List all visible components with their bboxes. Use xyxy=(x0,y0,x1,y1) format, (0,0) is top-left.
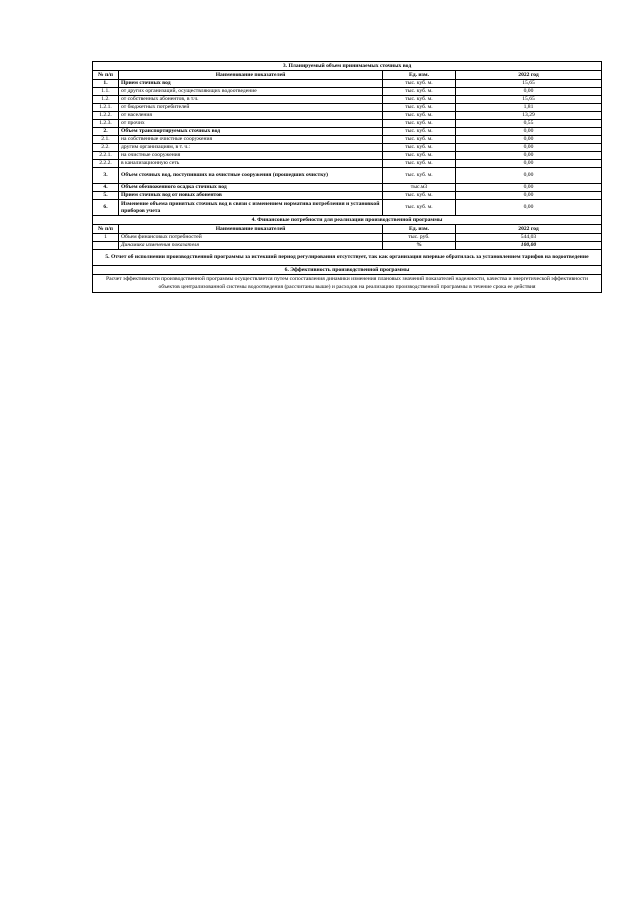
row-name: от других организаций, осуществляющих водоотведение xyxy=(119,88,383,96)
section3-header-row xyxy=(93,71,602,80)
row-num: 6. xyxy=(93,200,119,216)
header-num: № п/п xyxy=(93,71,119,80)
row-unit: тыс. куб. м. xyxy=(383,160,456,168)
row-num: 1.2. xyxy=(93,96,119,104)
table-row xyxy=(93,160,602,168)
header-year: 2022 год xyxy=(456,225,602,234)
header-unit: Ед. изм. xyxy=(383,225,456,234)
row-num: 2.2. xyxy=(93,144,119,152)
row-num: 1.2.1. xyxy=(93,104,119,112)
row-name: другим организациям, в т. ч.: xyxy=(119,144,383,152)
row-name: на собственные очистные сооружения xyxy=(119,136,383,144)
row-name: в канализационную сеть xyxy=(119,160,383,168)
header-unit: Ед. изм. xyxy=(383,71,456,80)
table-row xyxy=(93,200,602,216)
row-value: 15,65 xyxy=(456,80,602,88)
row-name: Объем финансовых потребностей xyxy=(119,234,383,242)
row-name: Изменение объема принятых сточных вод в связи с изменением норматива потребления и установкой приборов учета xyxy=(119,200,383,216)
row-unit: тыс. куб. м. xyxy=(383,120,456,128)
row-name: Прием сточных вод xyxy=(119,80,383,88)
table-row xyxy=(93,152,602,160)
table-row xyxy=(93,168,602,184)
row-value: 0,00 xyxy=(456,152,602,160)
row-value: 0,00 xyxy=(456,192,602,200)
header-name: Наименование показателей xyxy=(119,71,383,80)
row-num: 1.2.2. xyxy=(93,112,119,120)
row-num: 2. xyxy=(93,128,119,136)
section3-title: 3. Планируемый объем принимаемых сточных вод xyxy=(93,62,602,71)
row-num: 3. xyxy=(93,168,119,184)
row-value: 0,00 xyxy=(456,128,602,136)
row-value: 0,00 xyxy=(456,136,602,144)
header-year: 2022 год xyxy=(456,71,602,80)
row-name: Объем обезвоженного осадка сточных вод xyxy=(119,184,383,192)
section6-title: 6. Эффективность производственной программы xyxy=(93,266,602,275)
row-num: 2.2.1. xyxy=(93,152,119,160)
row-unit: тыс. куб. м. xyxy=(383,200,456,216)
row-value: 0,55 xyxy=(456,120,602,128)
row-unit: % xyxy=(383,242,456,250)
row-value: 13,29 xyxy=(456,112,602,120)
row-num: 4. xyxy=(93,184,119,192)
row-name: от населения xyxy=(119,112,383,120)
row-unit: тыс. куб. м. xyxy=(383,104,456,112)
row-unit: тыс. куб. м. xyxy=(383,80,456,88)
row-value: 15,65 xyxy=(456,96,602,104)
water-table xyxy=(92,61,602,293)
row-num: 1. xyxy=(93,80,119,88)
table-row xyxy=(93,96,602,104)
row-name: Прием сточных вод от новых абонентов xyxy=(119,192,383,200)
row-num: 1.2.3. xyxy=(93,120,119,128)
row-unit: тыс. куб. м. xyxy=(383,136,456,144)
row-num: 1 xyxy=(93,234,119,242)
row-value: 544,03 xyxy=(456,234,602,242)
table-row xyxy=(93,120,602,128)
row-unit: тыс. руб. xyxy=(383,234,456,242)
row-name: Объем сточных вод, поступивших на очистные сооружения (прошедших очистку) xyxy=(119,168,383,184)
row-value: 0,00 xyxy=(456,88,602,96)
row-value: 0,00 xyxy=(456,160,602,168)
table-row xyxy=(93,88,602,96)
row-name: Динамика изменения показателя xyxy=(119,242,383,250)
row-value: 0,00 xyxy=(456,168,602,184)
table-row xyxy=(93,136,602,144)
row-unit: тыс. куб. м. xyxy=(383,96,456,104)
table-row xyxy=(93,104,602,112)
row-value: 100,00 xyxy=(456,242,602,250)
row-value: 0,00 xyxy=(456,200,602,216)
table-row xyxy=(93,112,602,120)
header-name: Наименование показателей xyxy=(119,225,383,234)
row-unit: тыс. куб. м. xyxy=(383,192,456,200)
row-name: от прочих xyxy=(119,120,383,128)
row-unit: тыс. куб. м. xyxy=(383,128,456,136)
row-value: 0,00 xyxy=(456,144,602,152)
row-value: 1,81 xyxy=(456,104,602,112)
row-num: 1.1. xyxy=(93,88,119,96)
row-name: на очистные сооружения xyxy=(119,152,383,160)
table-row xyxy=(93,184,602,192)
row-name: Объем транспортируемых сточных вод xyxy=(119,128,383,136)
table-row xyxy=(93,234,602,242)
table-row xyxy=(93,192,602,200)
table-row xyxy=(93,242,602,250)
row-name: от бюджетных потребителей xyxy=(119,104,383,112)
row-unit: тыс. куб. м. xyxy=(383,88,456,96)
section6-text: Расчет эффективности производственной программы осуществляется путем сопоставления динамики изменения плановых значений показателей надежности, качества и энергетической эффективности объектов централизованной системы водоотведения (рассчитаны выше) и расходов на реализацию производственной программы в течение срока ее действия xyxy=(93,275,602,293)
row-num: 5. xyxy=(93,192,119,200)
row-num xyxy=(93,242,119,250)
document xyxy=(92,61,601,293)
row-value: 0,00 xyxy=(456,184,602,192)
row-unit: тыс. куб. м. xyxy=(383,152,456,160)
table-row xyxy=(93,144,602,152)
header-num: № п/п xyxy=(93,225,119,234)
section4-title: 4. Финансовые потребности для реализации производственной программы xyxy=(93,216,602,225)
row-unit: тыс. куб. м. xyxy=(383,144,456,152)
row-unit: тыс.м3 xyxy=(383,184,456,192)
row-name: от собственных абонентов, в т.ч. xyxy=(119,96,383,104)
row-unit: тыс. куб. м. xyxy=(383,168,456,184)
row-num: 2.1. xyxy=(93,136,119,144)
row-num: 2.2.2. xyxy=(93,160,119,168)
table-row xyxy=(93,80,602,88)
section5-title: 5. Отчет об исполнении производственной программы за истекший период регулирования отсутствует, так как организация впервые обратилась за установлением тарифов на водоотведение xyxy=(93,250,602,266)
table-row xyxy=(93,128,602,136)
row-unit: тыс. куб. м. xyxy=(383,112,456,120)
section4-header-row xyxy=(93,225,602,234)
